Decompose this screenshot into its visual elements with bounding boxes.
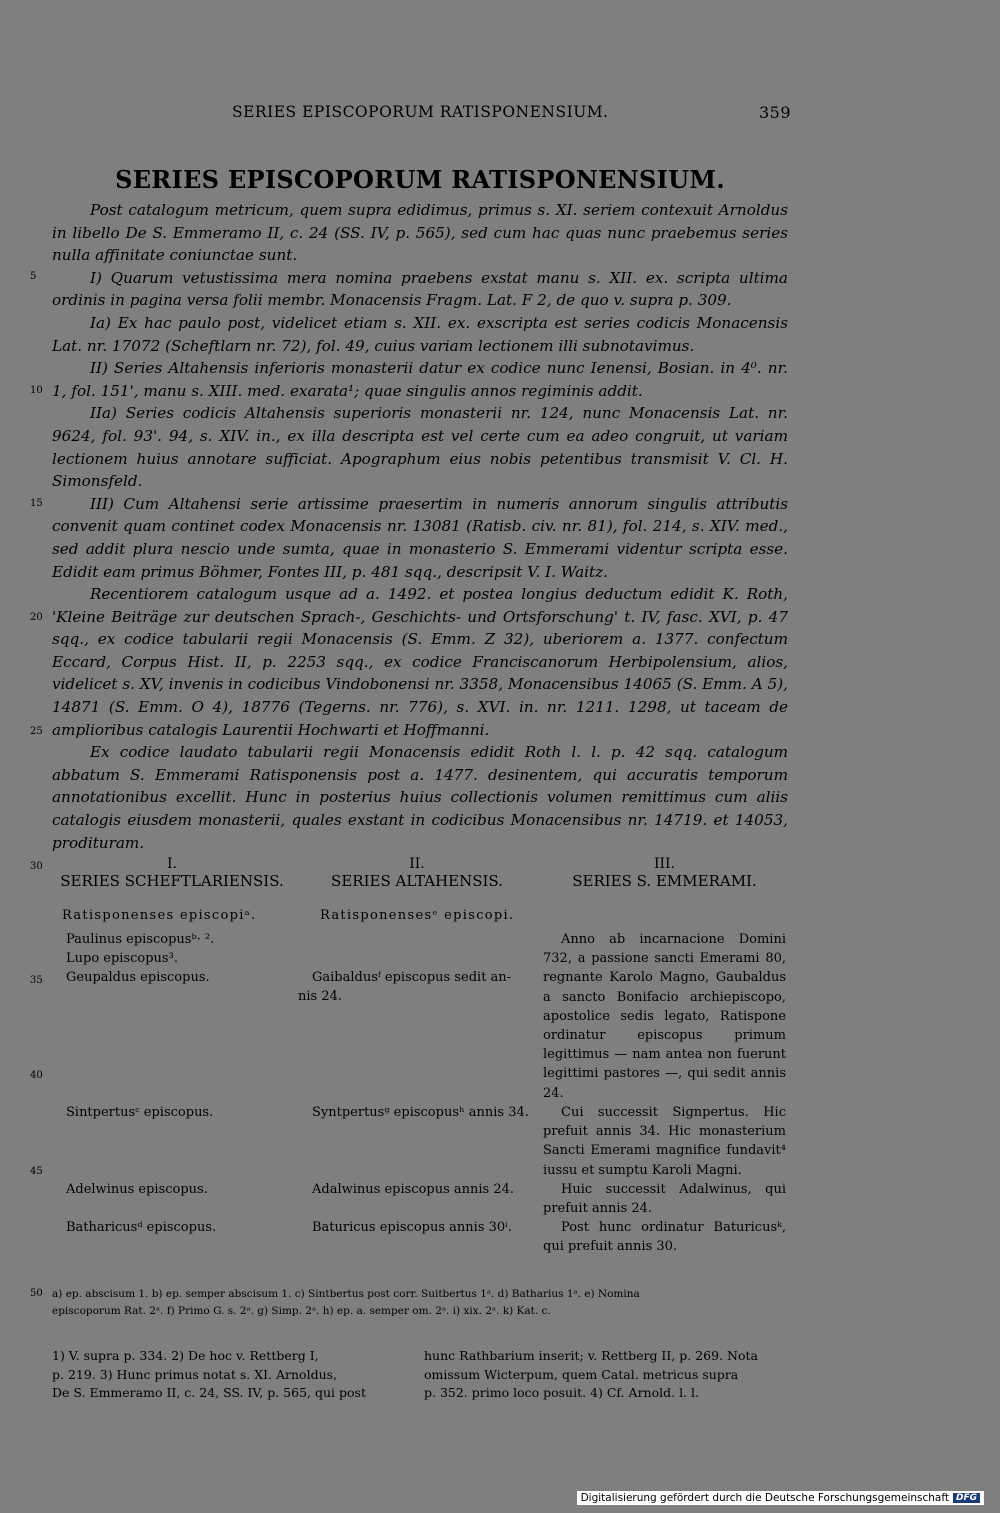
line-number: 45	[30, 1166, 43, 1177]
column-numeral: I.	[167, 856, 177, 872]
digitization-banner	[577, 1491, 984, 1505]
column-title: SERIES S. EMMERAMI.	[572, 872, 757, 890]
col2-entry: Baturicus episcopus annis 30ⁱ.	[312, 1220, 512, 1235]
intro-paragraph: Post catalogum metricum, quem supra edidimus, primus s. XI. seriem contexuit Arnoldus in libello De S. Emmeramo II, c. 24 (SS. IV, p. 565), sed cum hac quas nunc praebemus series nulla affinitate coniunctae sunt.	[52, 201, 788, 265]
col2-entry: Adalwinus episcopus annis 24.	[312, 1182, 515, 1197]
numbered-footnotes-left	[52, 1347, 417, 1403]
col2-entry: Gaibaldusᶠ episcopus sedit an-	[312, 970, 512, 985]
col3-entry: Post hunc ordinatur Baturicusᵏ, qui prefuit annis 30.	[543, 1220, 786, 1255]
dfg-logo: DFG	[953, 1493, 980, 1503]
intro-paragraph: Recentiorem catalogum usque ad a. 1492. et postea longius deductum edidit K. Roth, 'Kleine Beiträge zur deutschen Sprach-, Geschichts- und Ortsforschung' t. IV, fasc. XVI, p. 47 sqq., ex codice tabularii regii Monacensis (S. Emm. Z 32), uberiorem a. 1377. confectum Eccard, Corpus Hist. II, p. 2253 sqq., ex codice Franciscanorum Herbipolensium, alios, videlicet s. XV, invenis in codicibus Vindobonensi nr. 3358, Monacensibus 14065 (S. Emm. A 5), 14871 (S. Emm. O 4), 18776 (Tegerns. nr. 776), s. XVI. in. nr. 1211. 1298, ut taceam de amplioribus catalogis Laurentii Hochwarti et Hoffmanni.	[52, 585, 788, 739]
col1-entry: Lupo episcopus³.	[66, 951, 178, 966]
line-number: 40	[30, 1070, 43, 1081]
numbered-footnotes-right	[424, 1347, 788, 1403]
intro-paragraph: Ia) Ex hac paulo post, videlicet etiam s. XII. ex. exscripta est series codicis Monacensis Lat. nr. 17072 (Scheftlarn nr. 72), fol. 49, cuius variam lectionem illi subnotavimus.	[52, 313, 788, 355]
col1-entry: Adelwinus episcopus.	[66, 1182, 208, 1197]
line-number: 25	[30, 726, 43, 737]
line-number: 20	[30, 612, 43, 623]
col2-entry: nis 24.	[298, 989, 343, 1004]
line-number: 5	[30, 271, 37, 282]
col3-entry: Cui successit Signpertus. Hic prefuit annis 34. Hic monasterium Sancti Emerami magnifice fundavit⁴ iussu et sumptu Karoli Magni.	[543, 1105, 786, 1178]
col1-entry: Paulinus episcopusᵇ· ².	[66, 932, 215, 947]
footnote-line: episcoporum Rat. 2ᵃ. f) Primo G. s. 2ᵃ. g) Simp. 2ᵃ. h) ep. a. semper om. 2ᵃ. i) xix. 2ᵃ. k) Kat. c.	[52, 1305, 551, 1317]
page-number: 359	[759, 103, 792, 122]
line-number: 50	[30, 1288, 43, 1299]
intro-paragraph: II) Series Altahensis inferioris monasterii datur ex codice nunc Ienensi, Bosian. in 4⁰. nr. 1, fol. 151', manu s. XIII. med. exarata¹; quae singulis annos regiminis addit.	[52, 359, 788, 400]
footnote-line: 1) V. supra p. 334. 2) De hoc v. Rettberg I,	[52, 1348, 319, 1363]
column-title: SERIES SCHEFTLARIENSIS.	[60, 872, 284, 890]
footnote-line: p. 219. 3) Hunc primus notat s. XI. Arnoldus,	[52, 1366, 338, 1382]
column-heading-1	[52, 856, 292, 890]
col1-entry: Batharicusᵈ episcopus.	[66, 1220, 217, 1235]
column-heading-2	[302, 856, 532, 890]
line-number: 15	[30, 498, 43, 509]
intro-paragraph: IIa) Series codicis Altahensis superioris monasterii nr. 124, nunc Monacensis Lat. nr. 9624, fol. 93'. 94, s. XIV. in., ex illa descripta est vel certe cum ea adeo congruit, ut variam lectionem huius annotare sufficiat. Apographum eius nobis petentibus transmisit V. Cl. H. Simonsfeld.	[52, 404, 788, 491]
column-subtitle-1: Ratisponenses episcopiᵃ.	[62, 908, 257, 923]
footnote-line: a) ep. abscisum 1. b) ep. semper abscisum 1. c) Sintbertus post corr. Suitbertus 1ᵃ. d) Batharius 1ᵃ. e) Nomina	[52, 1288, 640, 1300]
column-subtitle-2: Ratisponensesᵉ episcopi.	[320, 908, 515, 923]
intro-paragraph: III) Cum Altahensi serie artissime praesertim in numeris annorum singulis attributis convenit quam continet codex Monacensis nr. 13081 (Ratisb. civ. nr. 81), fol. 214, s. XIV. med., sed addit plura nescio unde sumta, quae in monasterio S. Emmerami videntur scripta esse. Edidit eam primus Böhmer, Fontes III, p. 481 sqq., descripsit V. I. Waitz.	[52, 494, 788, 581]
col2-entry: Syntpertusᵍ episcopusʰ annis 34.	[312, 1105, 529, 1120]
variant-footnotes	[52, 1286, 792, 1320]
intro-paragraph: Ex codice laudato tabularii regii Monacensis edidit Roth l. l. p. 42 sqq. catalogum abbatum S. Emmerami Ratisponensis post a. 1477. desinentem, qui accuratis temporum annotationibus excellit. Hunc in posterius huius collectionis volumen remittimus cum aliis catalogis eiusdem monasterii, quales exstant in codicibus Monacensibus nr. 14719. et 14053, prodituram.	[52, 743, 788, 852]
col3-entry: Anno ab incarnacione Domini 732, a passione sancti Emerami 80, regnante Karolo Magno, Gaubaldus a sancto Bonifacio archiepiscopo, apostolice sedis legato, Ratispone ordinatur episcopus primum legittimus — nam antea non fuerunt legittimi pastores —, qui sedit annis 24.	[543, 932, 786, 1101]
column-heading-3	[543, 856, 786, 890]
column-numeral: II.	[409, 856, 425, 872]
col3-entry: Huic successit Adalwinus, qui prefuit annis 24.	[543, 1182, 786, 1217]
footnote-line: hunc Rathbarium inserit; v. Rettberg II, p. 269. Nota	[424, 1348, 758, 1363]
line-number: 10	[30, 385, 43, 396]
column-title: SERIES ALTAHENSIS.	[331, 872, 503, 890]
footnote-line: omissum Wicterpum, quem Catal. metricus supra	[424, 1366, 739, 1382]
col1-entry: Sintpertusᶜ episcopus.	[66, 1105, 214, 1120]
page-title: SERIES EPISCOPORUM RATISPONENSIUM.	[115, 165, 725, 194]
line-number: 35	[30, 975, 43, 986]
line-number: 30	[30, 861, 43, 872]
running-header-title: SERIES EPISCOPORUM RATISPONENSIUM.	[232, 103, 609, 121]
footnote-line: p. 352. primo loco posuit. 4) Cf. Arnold. l. l.	[424, 1385, 699, 1400]
footnote-line: De S. Emmeramo II, c. 24, SS. IV, p. 565, qui post	[52, 1385, 366, 1400]
intro-text	[52, 199, 788, 854]
intro-paragraph: I) Quarum vetustissima mera nomina praebens exstat manu s. XII. ex. scripta ultima ordinis in pagina versa folii membr. Monacensis Fragm. Lat. F 2, de quo v. supra p. 309.	[52, 268, 788, 310]
column-numeral: III.	[653, 856, 676, 872]
col1-entry: Geupaldus episcopus.	[66, 970, 210, 985]
banner-text: Digitalisierung gefördert durch die Deutsche Forschungsgemeinschaft	[580, 1492, 949, 1504]
